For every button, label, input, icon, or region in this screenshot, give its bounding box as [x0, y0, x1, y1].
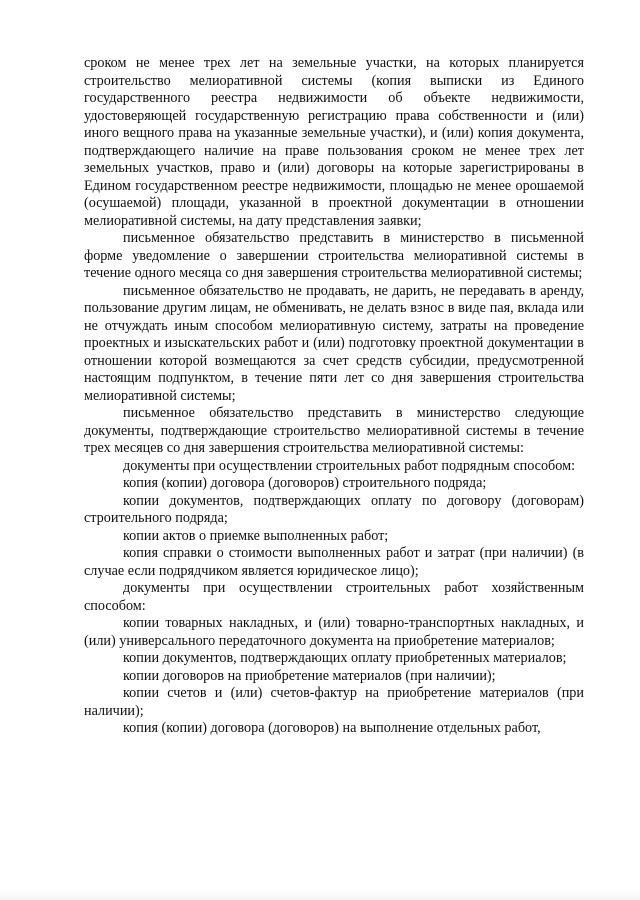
list-item-invoices: копии счетов и (или) счетов-фактур на приобретение материалов (при наличии); — [84, 685, 584, 719]
list-item-contract-copy: копия (копии) договора (договоров) строительного подряда; — [123, 475, 487, 491]
paragraph-notification-obligation: письменное обязательство представить в министерство в письменной форме уведомление о завершении строительства мелиоративной системы в течение одного месяца со дня завершения строительства мелиоративной системы; — [84, 230, 584, 281]
paragraph-contract-method-heading: документы при осуществлении строительных работ подрядным способом: — [123, 457, 576, 474]
list-item-payment-documents: копии документов, подтверждающих оплату по договору (договорам) строительного подряда; — [84, 492, 584, 526]
list-item-waybills: копии товарных накладных, и (или) товарно-транспортных накладных, и (или) универсального передаточного документа на приобретение материалов; — [84, 615, 584, 649]
paragraph-land-rights: сроком не менее трех лет на земельные участки, на которых планируется строительство мелиоративной системы (копия выписки из Единого государственного реестра недвижимости об объекте недвижимости, удостоверяющей государственную регистрацию права собственности и (или) иного вещного права на указанные земельные участки), и (или) копия документа, подтверждающего наличие на праве пользования сроком не менее трех лет земельных участков, право и (или) договоры на которые зарегистрированы в Едином государственном реестре недвижимости, площадью не менее орошаемой (осушаемой) площади, указанной в проектной документации в отношении мелиоративной системы, на дату представления заявки; — [84, 55, 584, 229]
page-bottom-edge — [0, 890, 640, 900]
list-item-material-contracts: копии договоров на приобретение материалов (при наличии); — [123, 667, 496, 684]
list-item-acceptance-acts: копии актов о приемке выполненных работ; — [123, 527, 389, 544]
paragraph-economic-method-heading: документы при осуществлении строительных работ хозяйственным способом: — [84, 580, 584, 614]
list-item-material-payment: копии документов, подтверждающих оплату приобретенных материалов; — [123, 650, 567, 666]
list-item-cost-certificate: копия справки о стоимости выполненных работ и затрат (при наличии) (в случае если подрядчиком является юридическое лицо); — [84, 545, 584, 579]
paragraph-documents-obligation: письменное обязательство представить в министерство следующие документы, подтверждающие строительство мелиоративной системы в течение трех месяцев со дня завершения строительства мелиоративной системы: — [84, 405, 584, 456]
paragraph-no-alienation-obligation: письменное обязательство не продавать, не дарить, не передавать в аренду, пользование другим лицам, не обменивать, не делать взнос в виде пая, вклада или не отчуждать иным способом мелиоративную систему, затраты на проведение проектных и изыскательских работ и (или) подготовку проектной документации в отношении которой возмещаются за счет средств субсидии, предусмотренной настоящим подпунктом, в течение пяти лет со дня завершения строительства мелиоративной системы; — [84, 282, 584, 404]
list-item-separate-works-contract: копия (копии) договора (договоров) на выполнение отдельных работ, — [123, 720, 541, 736]
